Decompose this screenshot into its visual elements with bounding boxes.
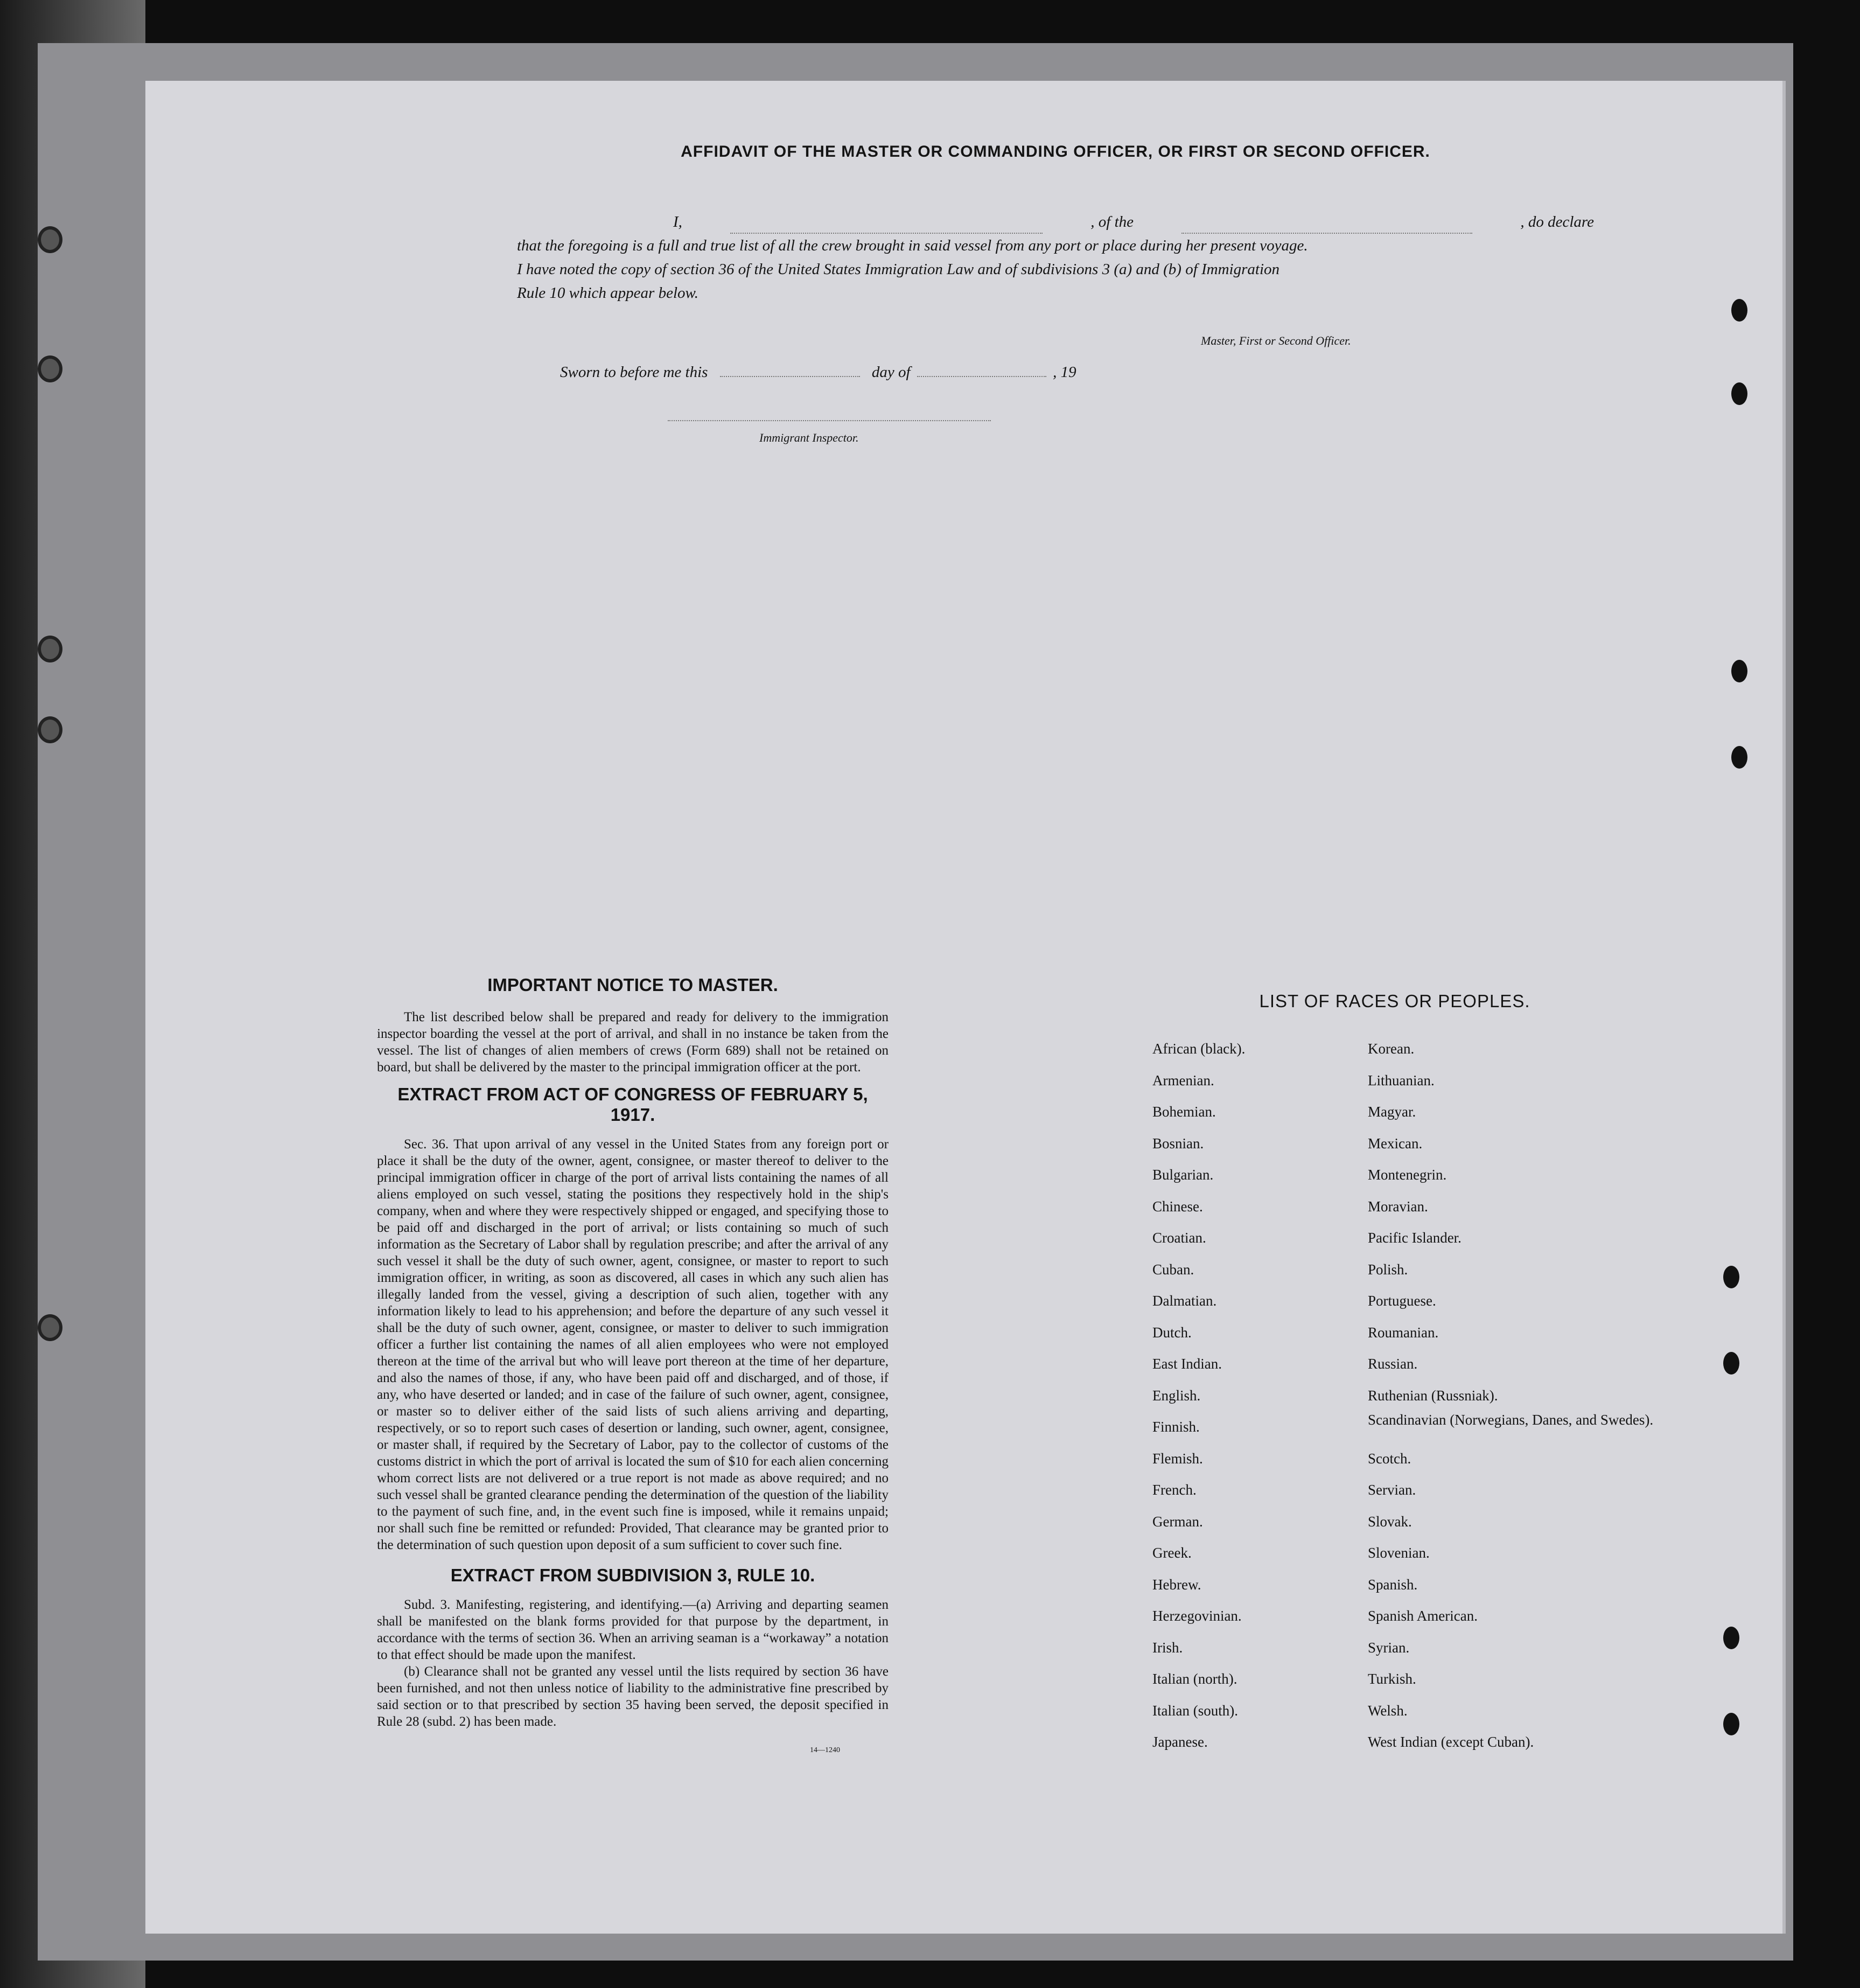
act-heading: EXTRACT FROM ACT OF CONGRESS OF FEBRUARY 5, 1917. [397, 1084, 868, 1125]
rule-heading: EXTRACT FROM SUBDIVISION 3, RULE 10. [450, 1565, 815, 1585]
form-number: 14—1240 [810, 1746, 840, 1754]
punch-hole [1723, 1266, 1739, 1288]
inspector-label: Immigrant Inspector. [759, 431, 859, 444]
race-item: Moravian. [1368, 1198, 1428, 1215]
race-item: Bosnian. [1152, 1135, 1204, 1152]
binder-hole [38, 355, 62, 382]
declarant-name-field[interactable] [730, 210, 1043, 234]
inspector-signature-field[interactable] [668, 420, 991, 421]
punch-hole [1723, 1352, 1739, 1375]
race-item: Magyar. [1368, 1104, 1416, 1120]
race-item: Armenian. [1152, 1072, 1214, 1089]
declaration-text: I have noted the copy of section 36 of the United States Immigration Law and of subdivisions 3 (a) and (b) of Immigration [517, 261, 1280, 278]
race-item: Lithuanian. [1368, 1072, 1435, 1089]
rule-text-b: (b) Clearance shall not be granted any vessel until the lists required by section 36 have been furnished, and not then unless notice of liability to the administrative fine prescribed by said section or to that prescribed by section 35 having been served, the deposit specified in Rule 28 (subd. 2) has been made. [377, 1664, 889, 1729]
race-item: Irish. [1152, 1639, 1183, 1656]
punch-hole [1723, 1713, 1739, 1735]
punch-hole [1731, 299, 1747, 322]
race-item: Syrian. [1368, 1639, 1410, 1656]
race-item: Spanish American. [1368, 1608, 1478, 1624]
sworn-month-prefix: day of [871, 364, 911, 381]
declaration-line [517, 210, 1594, 234]
binder-hole [38, 1314, 62, 1341]
declarant-prefix: I, [673, 213, 682, 231]
race-item: Slovenian. [1368, 1545, 1430, 1561]
races-heading: LIST OF RACES OR PEOPLES. [1259, 991, 1530, 1011]
race-item: Finnish. [1152, 1419, 1200, 1435]
race-item: Polish. [1368, 1261, 1408, 1278]
race-item: Servian. [1368, 1482, 1416, 1498]
sworn-year-prefix: , 19 [1053, 364, 1076, 381]
race-item: Mexican. [1368, 1135, 1423, 1152]
binder-hole [38, 226, 62, 253]
race-item: Herzegovinian. [1152, 1608, 1242, 1624]
race-item: Italian (south). [1152, 1702, 1238, 1719]
punch-hole [1723, 1627, 1739, 1649]
sworn-line [560, 364, 1076, 381]
declaration-text: that the foregoing is a full and true list of all the crew brought in said vessel from any port or place during her present voyage. [517, 237, 1308, 254]
race-item: Japanese. [1152, 1734, 1208, 1750]
race-item: East Indian. [1152, 1356, 1222, 1372]
race-item: Italian (north). [1152, 1671, 1237, 1687]
signature-label: Master, First or Second Officer. [1201, 334, 1351, 347]
race-item: Ruthenian (Russniak). [1368, 1387, 1498, 1404]
notice-column [377, 975, 889, 1762]
affidavit-title: AFFIDAVIT OF THE MASTER OR COMMANDING OFFICER, OR FIRST OR SECOND OFFICER. [681, 143, 1430, 161]
race-item: Spanish. [1368, 1576, 1418, 1593]
race-item: African (black). [1152, 1041, 1246, 1057]
punch-hole [1731, 746, 1747, 769]
race-item: Pacific Islander. [1368, 1230, 1462, 1246]
race-item: Montenegrin. [1368, 1167, 1447, 1183]
race-item: Turkish. [1368, 1671, 1416, 1687]
rule-text-a: Subd. 3. Manifesting, registering, and identifying.—(a) Arriving and departing seamen shall be manifested on the blank forms provided for that purpose by the department, in accordance with the terms of section 36. When an arriving seaman is a “workaway” a notation to that effect should be made upon the manifest. [377, 1598, 889, 1662]
races-section [1152, 991, 1654, 1758]
sworn-prefix: Sworn to before me this [560, 364, 708, 381]
race-item: Portuguese. [1368, 1293, 1436, 1309]
race-item: Scandinavian (Norwegians, Danes, and Swedes). [1368, 1412, 1654, 1428]
binder-hole [38, 636, 62, 662]
races-list [1152, 1033, 1654, 1758]
sworn-day-field[interactable] [720, 376, 860, 377]
declaration-text: Rule 10 which appear below. [517, 284, 698, 302]
race-item: Dalmatian. [1152, 1293, 1217, 1309]
race-item: Welsh. [1368, 1702, 1408, 1719]
vessel-prefix: , of the [1090, 213, 1134, 231]
race-item: Greek. [1152, 1545, 1192, 1561]
race-item: Korean. [1368, 1041, 1415, 1057]
race-item: West Indian (except Cuban). [1368, 1734, 1534, 1750]
race-item: Cuban. [1152, 1261, 1194, 1278]
affidavit-declaration [517, 210, 1594, 305]
race-item: German. [1152, 1513, 1203, 1530]
race-item: Slovak. [1368, 1513, 1412, 1530]
notice-text: The list described below shall be prepared and ready for delivery to the immigration inspector boarding the vessel at the port of arrival, and shall in no instance be taken from the vessel. The list of changes of alien members of crews (Form 689) shall not be retained on board, but shall be delivered by the master to the principal immigration officer at the port. [377, 1010, 889, 1075]
race-item: Hebrew. [1152, 1576, 1201, 1593]
race-item: Scotch. [1368, 1450, 1411, 1467]
notice-heading: IMPORTANT NOTICE TO MASTER. [487, 975, 778, 995]
race-item: Russian. [1368, 1356, 1418, 1372]
sworn-month-field[interactable] [917, 376, 1046, 377]
race-item: Bohemian. [1152, 1104, 1216, 1120]
race-item: French. [1152, 1482, 1197, 1498]
race-item: English. [1152, 1387, 1201, 1404]
race-item: Croatian. [1152, 1230, 1206, 1246]
race-item: Bulgarian. [1152, 1167, 1214, 1183]
race-item: Flemish. [1152, 1450, 1203, 1467]
binder-hole [38, 716, 62, 743]
punch-hole [1731, 660, 1747, 682]
punch-hole [1731, 382, 1747, 405]
race-item: Dutch. [1152, 1324, 1192, 1341]
declare-suffix: , do declare [1520, 213, 1594, 231]
vessel-name-field[interactable] [1181, 210, 1472, 234]
race-item: Roumanian. [1368, 1324, 1439, 1341]
manifest-page [145, 81, 1782, 1934]
race-item: Chinese. [1152, 1198, 1203, 1215]
act-text: Sec. 36. That upon arrival of any vessel in the United States from any foreign port or place it shall be the duty of the owner, agent, consignee, or master thereof to deliver to the principal immigration officer in charge of the port of arrival lists containing the names of all aliens employed on such vessel, stating the positions they respectively hold in the ship's company, when and where they were respectively shipped or engaged, and specifying those to be paid off and discharged in the port of arrival; or lists containing so much of such information as the Secretary of Labor shall by regulation prescribe; and after the arrival of any such vessel it shall be the duty of such owner, agent, consignee, or master to report to such immigration officer, in writing, as soon as discovered, all cases in which any such alien has illegally landed from the vessel, giving a description of such alien, together with any information likely to lead to his apprehension; and before the departure of any such vessel it shall be the duty of such owner, agent, consignee, or master to deliver to such immigration officer a further list containing the names of all alien employees who were not employed thereon at the time of the arrival but who will leave port thereon at the time of her departure, and also the names of those, if any, who have been paid off and discharged, and of those, if any, who have deserted or landed; and in case of the failure of such owner, agent, consignee, or master so to deliver either of the said lists of such aliens arriving and departing, respectively, or so to report such cases of desertion or landing, such owner, agent, consignee, or master shall, if required by the Secretary of Labor, pay to the collector of customs of the customs district in which the port of arrival is located the sum of $10 for each alien concerning whom correct lists are not delivered or a true report is not made as above required; and no such vessel shall be granted clearance pending the determination of the question of the liability to the payment of such fine, and, in the event such fine is imposed, while it remains unpaid; nor shall such fine be remitted or refunded: Provided, That clearance may be granted prior to the determination of such question upon deposit of a sum sufficient to cover such fine. [377, 1137, 889, 1552]
